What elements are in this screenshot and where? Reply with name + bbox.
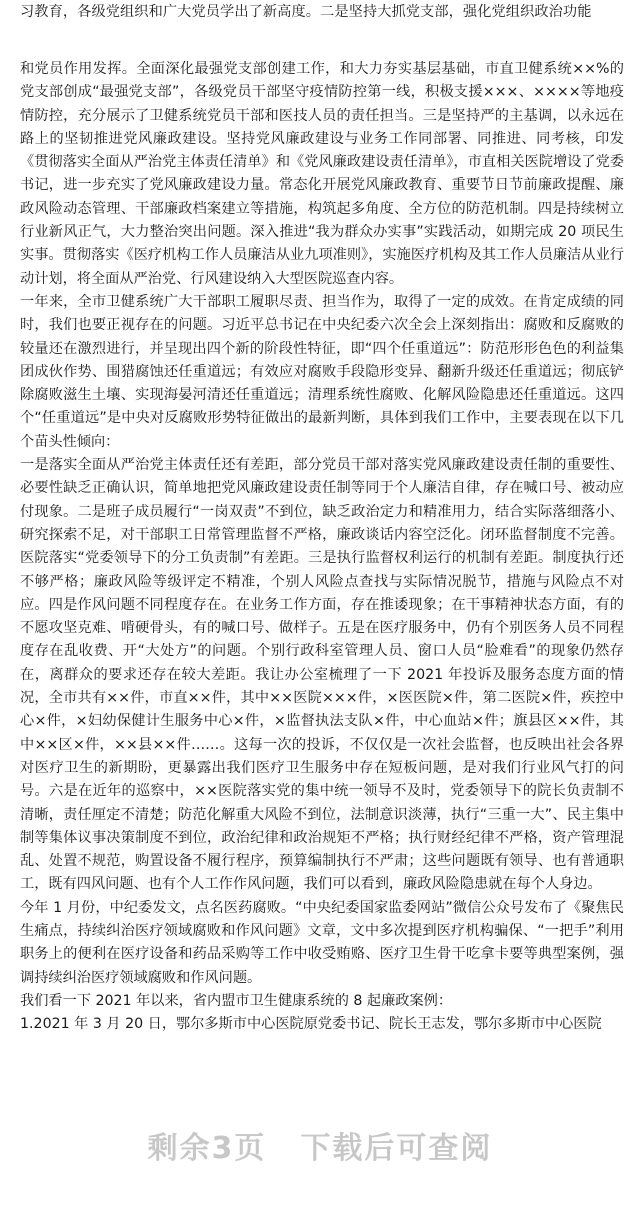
- paragraph-3: 一是落实全面从严治党主体责任还有差距，部分党员干部对落实党风廉政建设责任制的重要性、必要性缺乏正确认识，简单地把党风廉政建设责任制等同于个人廉洁自律，存在喊口号、被动应付现象。二是班子成员履行“一岗双责”不到位，缺乏政治定力和精准用力，结合实际落细落小、研究探索不足，对干部职工日常管理监督不严格，廉政谈话内容空泛化。闭环监督制度不完善。医院落实“党委领导下的分工负责制”有差距。三是执行监督权利运行的机制有差距。制度执行还不够严格；廉政风险等级评定不精准，个别人风险点查找与实际情况脱节，措施与风险点不对应。四是作风问题不同程度存在。在业务工作方面，存在推诿现象；在干事精神状态方面，有的不愿攻坚克难、啃硬骨头，有的喊口号、做样子。五是在医疗服务中，仍有个别医务人员不同程度存在乱收费、开“大处方”的问题。个别行政科室管理人员、窗口人员“脸难看”的现象仍然存在，离群众的要求还存在较大差距。我让办公室梳理了一下 2021 年投诉及服务态度方面的情况，全市共有××件，市直××件，其中××医院×××件，×医医院×件，第二医院×件，疾控中心×件，×妇幼保健计生服务中心×件，×监督执法支队×件，中心血站×件；旗县区××件，其中××区×件，××县××件……。这每一次的投诉，不仅仅是一次社会监督，也反映出社会各界对医疗卫生的新期盼，更暴露出我们医疗卫生服务中存在短板问题，是对我们行业风气打的问号。六是在近年的巡察中，××医院落实党的集中统一领导不及时，党委领导下的院长负责制不清晰，责任厘定不清楚；防范化解重大风险不到位，法制意识淡薄，执行“三重一大”、民主集中制等集体议事决策制度不到位，政治纪律和政治规矩不严格；执行财经纪律不严格，资产管理混乱、处置不规范，购置设备不履行程序，预算编制执行不严肃；这些问题既有领导、也有普通职工，既有四风问题、也有个人工作作风问题，我们可以看到，廉政风险隐患就在每个人身边。: [20, 457, 624, 893]
- download-banner[interactable]: [0, 1115, 640, 1175]
- document-top-line: 习教育，各级党组织和广大党员学出了新高度。二是坚持大抓党支部，强化党组织政治功能: [20, 4, 592, 20]
- paragraph-1: 和党员作用发挥。全面深化最强党支部创建工作，和大力夯实基层基础，市直卫健系统××%的党支部创成“最强党支部”，各级党员干部坚守疫情防控第一线，积极支援×××、××××等地疫情防控，充分展示了卫健系统党员干部和医技人员的责任担当。三是坚持严的主基调，以永远在路上的坚韧推进党风廉政建设。坚持党风廉政建设与业务工作同部署、同推进、同考核，印发《贯彻落实全面从严治党主体责任清单》和《党风廉政建设责任清单》，市直相关医院增设了党委书记，进一步充实了党风廉政建设力量。常态化开展党风廉政教育、重要节日节前廉政提醒、廉政风险动态管理、干部廉政档案建立等措施，构筑起多角度、全方位的防范机制。四是持续树立行业新风正气，大力整治突出问题。深入推进“我为群众办实事”实践活动，如期完成 20 项民生实事。贯彻落实《医疗机构工作人员廉洁从业九项准则》，实施医疗机构及其工作人员廉洁从业行动计划，将全面从严治党、行风建设纳入大型医院巡查内容。: [20, 61, 624, 287]
- paragraph-2: 一年来，全市卫健系统广大干部职工履职尽责、担当作为，取得了一定的成效。在肯定成绩的同时，我们也要正视存在的问题。习近平总书记在中央纪委六次全会上深刻指出：腐败和反腐败的较量还在激烈进行，并呈现出四个新的阶段性特征，即“四个任重道远”：防范形形色色的利益集团成伙作势、围猎腐蚀还任重道远；有效应对腐败手段隐形变异、翻新升级还任重道远；彻底铲除腐败滋生土壤、实现海晏河清还任重道远；清理系统性腐败、化解风险隐患还任重道远。这四个“任重道远”是中央对反腐败形势特征做出的最新判断，具体到我们工作中，主要表现在以下几个苗头性倾向：: [20, 293, 624, 450]
- paragraph-6: 1.2021 年 3 月 20 日，鄂尔多斯市中心医院原党委书记、院长王志发，鄂尔多斯市中心医院: [20, 1016, 602, 1033]
- document-body: [20, 58, 624, 1036]
- paragraph-5: 我们看一下 2021 年以来，省内盟市卫生健康系统的 8 起廉政案例：: [20, 992, 453, 1009]
- remaining-pages-label: 剩余3页: [147, 1131, 267, 1166]
- paragraph-4: 今年 1 月份，中纪委发文，点名医药腐败。“中央纪委国家监委网站”微信公众号发布了《聚焦民生痛点，持续纠治医疗领域腐败和作风问题》文章，文中多次提到医疗机构骗保、“一把手”利用职务上的便利在医疗设备和药品采购等工作中收受贿赂、医疗卫生骨干吃拿卡要等典型案例，强调持续纠治医疗领域腐败和作风问题。: [20, 899, 624, 986]
- download-hint-label: 下载后可查阅: [300, 1131, 493, 1166]
